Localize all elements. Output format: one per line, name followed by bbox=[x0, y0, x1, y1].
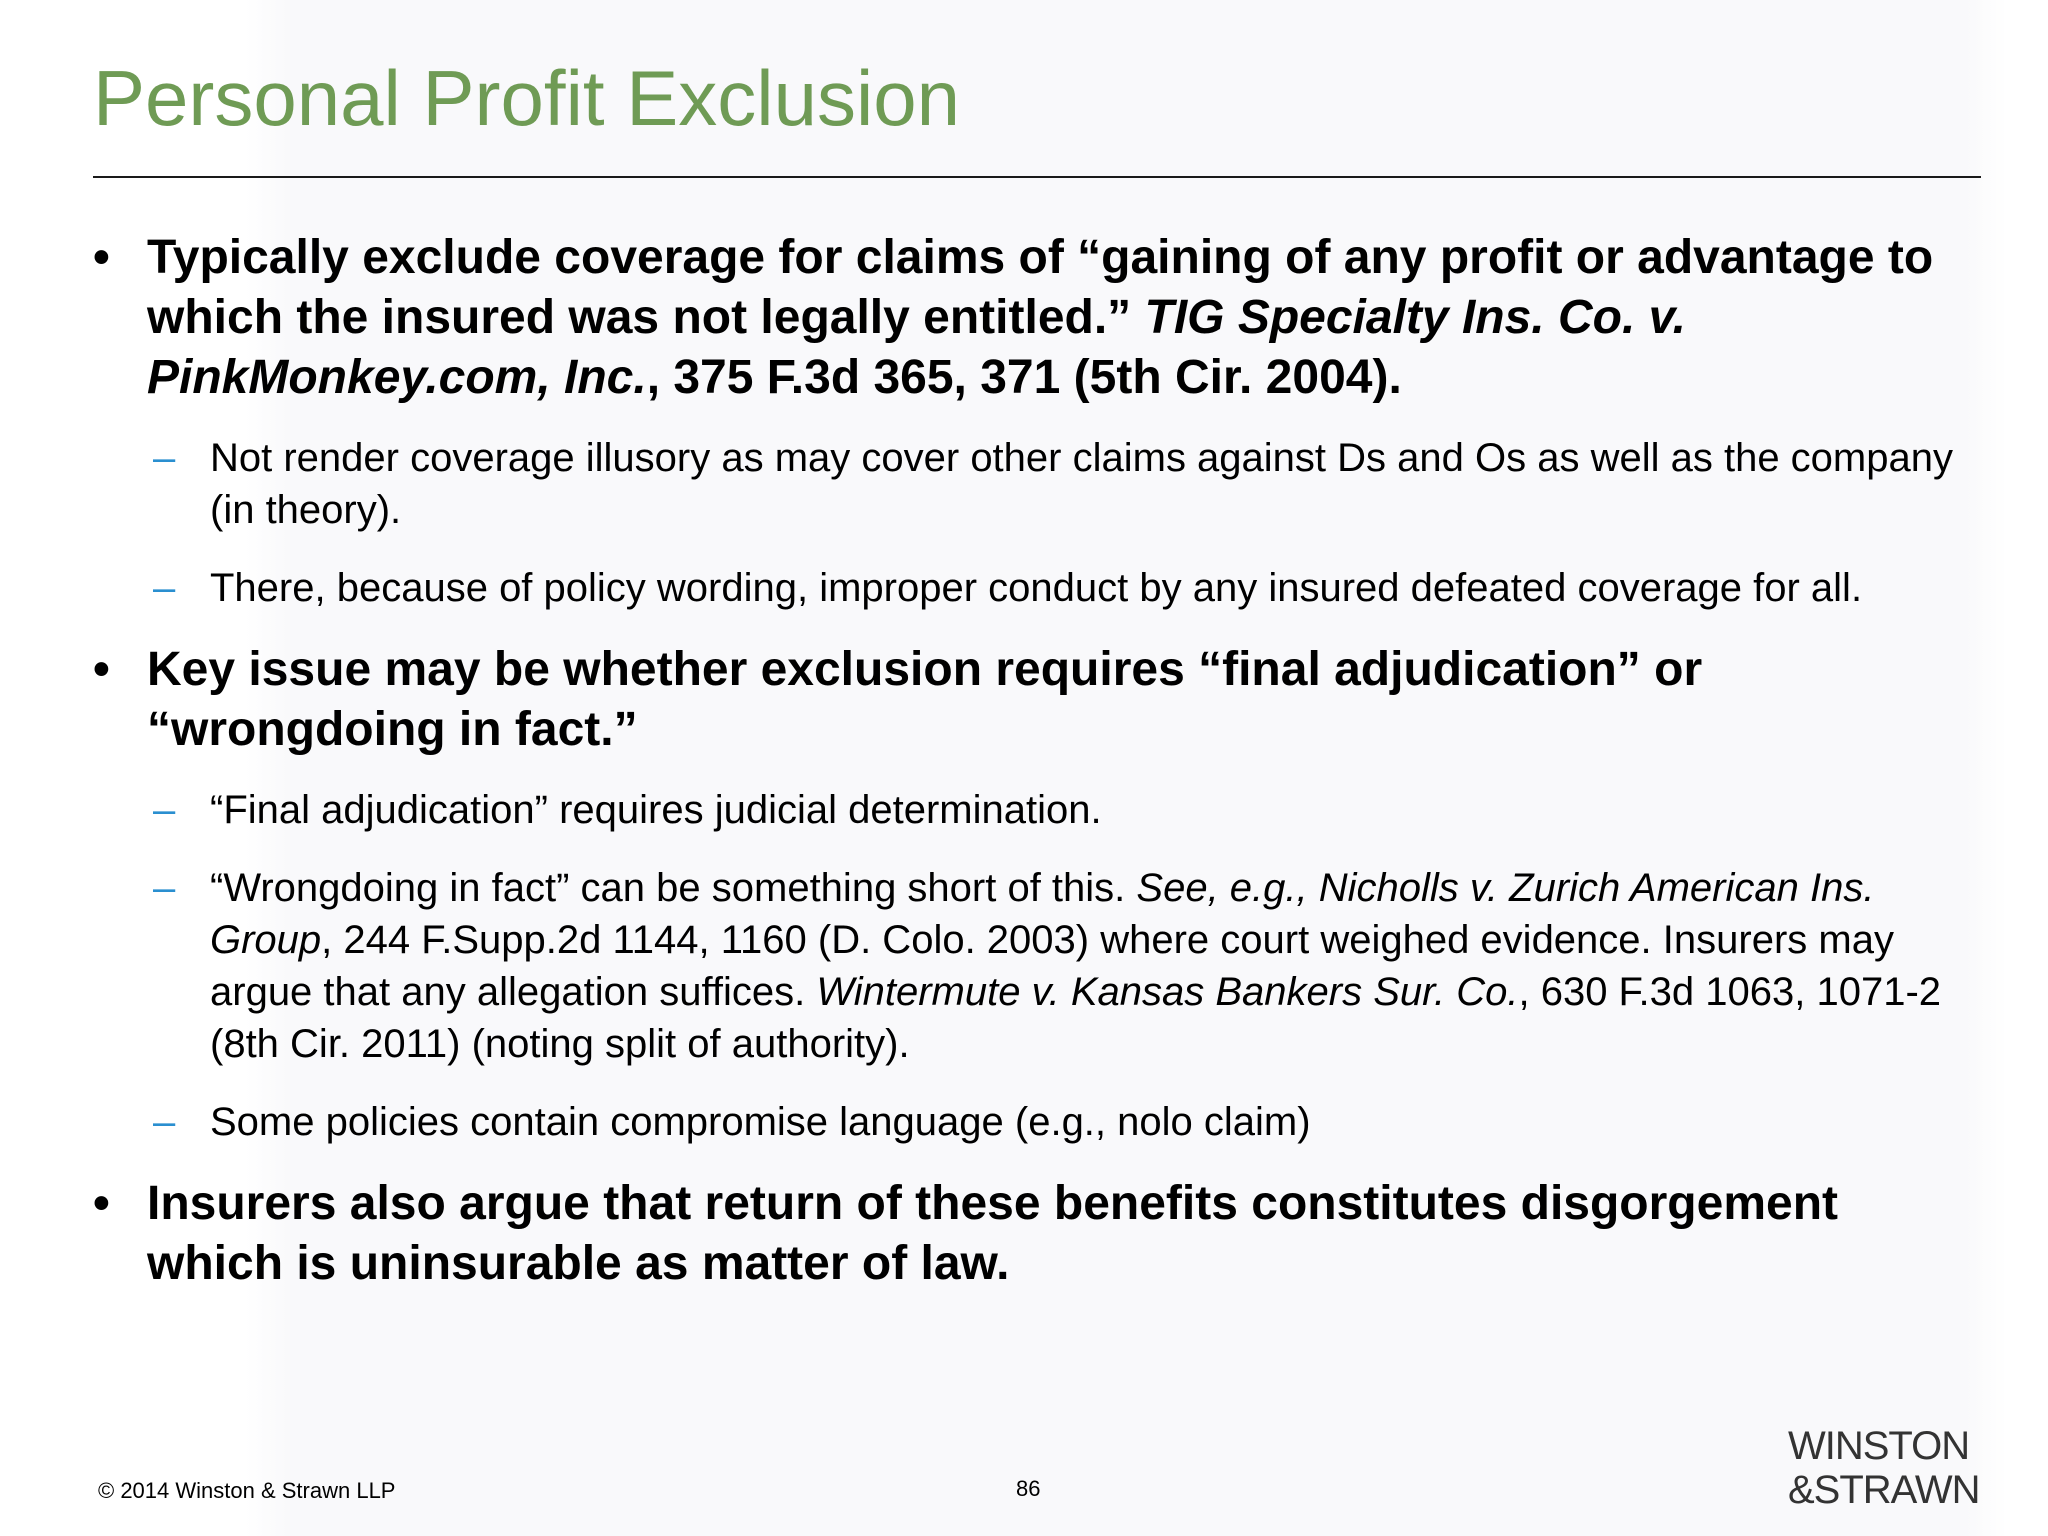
bullet-item bbox=[93, 1174, 1981, 1294]
bullet-marker: • bbox=[93, 1177, 110, 1230]
sub-bullet-item bbox=[93, 784, 1981, 836]
bullet-text: Insurers also argue that return of these benefits constitutes disgorgement which is uninsurable as matter of law. bbox=[147, 1177, 1838, 1290]
footer-copyright: © 2014 Winston & Strawn LLP bbox=[98, 1478, 396, 1503]
sub-bullet-item bbox=[93, 562, 1981, 614]
logo-line-2: &STRAWN bbox=[1788, 1468, 1980, 1512]
sub-bullet-item bbox=[93, 862, 1981, 1070]
sub-bullet-marker: – bbox=[153, 1100, 176, 1144]
bullet-marker: • bbox=[93, 643, 110, 696]
bullet-text: Typically exclude coverage for claims of “gaining of any profit or advantage to which the insured was not legally entitled.” TIG Specialty Ins. Co. v. PinkMonkey.com, Inc., 375 F.3d 365, 371 (5th Cir. 2004). bbox=[147, 231, 1934, 404]
sub-bullet-text: There, because of policy wording, improper conduct by any insured defeated coverage for all. bbox=[210, 566, 1863, 610]
slide-title: Personal Profit Exclusion bbox=[93, 54, 961, 142]
sub-bullet-text: Some policies contain compromise language (e.g., nolo claim) bbox=[210, 1100, 1311, 1144]
sub-bullet-marker: – bbox=[153, 788, 176, 832]
sub-bullet-item bbox=[93, 1096, 1981, 1148]
bullet-item bbox=[93, 228, 1981, 408]
sub-bullet-marker: – bbox=[153, 436, 176, 480]
firm-logo bbox=[1788, 1424, 1988, 1512]
sub-bullet-text: “Wrongdoing in fact” can be something short of this. See, e.g., Nicholls v. Zurich American Ins. Group, 244 F.Supp.2d 1144, 1160 (D. Colo. 2003) where court weighed evidence. Insurers may argue that any allegation suffices. Wintermute v. Kansas Bankers Sur. Co., 630 F.3d 1063, 1071-2 (8th Cir. 2011) (noting split of authority). bbox=[210, 866, 1942, 1066]
page-number: 86 bbox=[1016, 1476, 1041, 1501]
title-divider bbox=[93, 176, 1981, 178]
sub-bullet-item bbox=[93, 432, 1981, 536]
sub-bullet-marker: – bbox=[153, 866, 176, 910]
bullet-text: Key issue may be whether exclusion requires “final adjudication” or “wrongdoing in fact.” bbox=[147, 643, 1703, 756]
sub-bullet-text: Not render coverage illusory as may cover other claims against Ds and Os as well as the company (in theory). bbox=[210, 436, 1953, 532]
bullet-item bbox=[93, 640, 1981, 760]
bullet-marker: • bbox=[93, 231, 110, 284]
slide-content bbox=[93, 228, 1981, 1306]
logo-line-1: WINSTON bbox=[1788, 1424, 1970, 1468]
sub-bullet-marker: – bbox=[153, 566, 176, 610]
sub-bullet-text: “Final adjudication” requires judicial determination. bbox=[210, 788, 1102, 832]
